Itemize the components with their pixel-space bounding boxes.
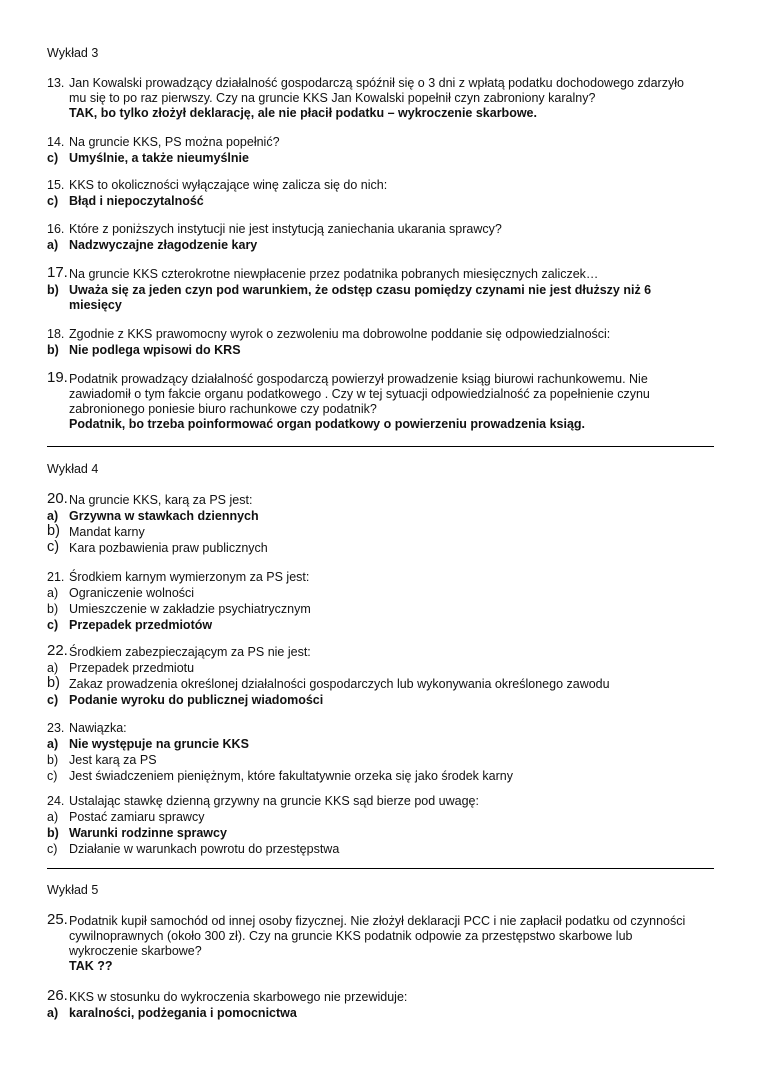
question-line: mu się to po raz pierwszy. Czy na gruncie KKS Jan Kowalski popełnił czyn zabroniony karalny? bbox=[69, 91, 596, 105]
question-line: KKS to okoliczności wyłączające winę zalicza się do nich: bbox=[69, 178, 388, 192]
answer-option bbox=[47, 283, 727, 298]
answer-option bbox=[47, 826, 727, 841]
question-22 bbox=[47, 642, 727, 708]
answer-letter: c) bbox=[47, 693, 59, 707]
question-21 bbox=[47, 570, 727, 633]
answer-letter: a) bbox=[47, 509, 59, 523]
question-19 bbox=[47, 369, 727, 432]
answer-letter: c) bbox=[47, 194, 59, 208]
answer-letter: b) bbox=[47, 602, 59, 616]
question-13 bbox=[47, 76, 727, 121]
answer-line: TAK ?? bbox=[69, 959, 113, 973]
section-heading: Wykład 3 bbox=[47, 46, 99, 60]
question-number: 26. bbox=[47, 987, 68, 1004]
answer-letter: a) bbox=[47, 586, 59, 600]
answer-letter: b) bbox=[47, 343, 59, 357]
answer-text: karalności, podżegania i pomocnictwa bbox=[69, 1006, 297, 1020]
question-number: 21. bbox=[47, 570, 65, 584]
answer-text: Nie występuje na gruncie KKS bbox=[69, 737, 249, 751]
answer-letter: b) bbox=[47, 283, 59, 297]
answer-letter: b) bbox=[47, 675, 60, 691]
question-line: Środkiem karnym wymierzonym za PS jest: bbox=[69, 570, 310, 584]
question-16 bbox=[47, 222, 727, 253]
answer-letter: a) bbox=[47, 810, 59, 824]
question-number: 16. bbox=[47, 222, 65, 236]
answer-text: Jest świadczeniem pieniężnym, które fakultatywnie orzeka się jako środek karny bbox=[69, 769, 513, 783]
question-line: Na gruncie KKS, PS można popełnić? bbox=[69, 135, 280, 149]
answer-option bbox=[47, 238, 727, 253]
answer-text: Ograniczenie wolności bbox=[69, 586, 195, 600]
question-line: Na gruncie KKS czterokrotne niewpłacenie przez podatnika pobranych miesięcznych zaliczek… bbox=[69, 267, 599, 281]
question-26 bbox=[47, 987, 727, 1021]
answer-text: Przepadek przedmiotów bbox=[69, 618, 213, 632]
answer-text: Umyślnie, a także nieumyślnie bbox=[69, 151, 249, 165]
question-15 bbox=[47, 178, 727, 209]
question-number: 14. bbox=[47, 135, 65, 149]
answer-continuation: miesięcy bbox=[69, 298, 122, 312]
question-line: Środkiem zabezpieczającym za PS nie jest: bbox=[69, 645, 311, 659]
answer-letter: a) bbox=[47, 661, 59, 675]
answer-option bbox=[47, 1006, 727, 1021]
answer-text: Kara pozbawienia praw publicznych bbox=[69, 541, 268, 555]
question-line: Podatnik prowadzący działalność gospodarczą powierzył prowadzenie ksiąg biurowi rachunkowemu. Nie bbox=[69, 372, 648, 386]
question-line: zabronionego poniesie biuro rachunkowe czy podatnik? bbox=[69, 402, 377, 416]
answer-option bbox=[47, 541, 727, 556]
question-line: Które z poniższych instytucji nie jest instytucją zaniechania ukarania sprawcy? bbox=[69, 222, 502, 236]
answer-letter: a) bbox=[47, 238, 59, 252]
answer-option bbox=[47, 586, 727, 601]
answer-letter: c) bbox=[47, 539, 60, 555]
answer-letter: b) bbox=[47, 826, 59, 840]
section-heading: Wykład 5 bbox=[47, 883, 99, 897]
question-number: 19. bbox=[47, 369, 68, 386]
answer-option bbox=[47, 509, 727, 524]
answer-text: Mandat karny bbox=[69, 525, 145, 539]
question-line: cywilnoprawnych (około 300 zł). Czy na gruncie KKS podatnik odpowie za przestępstwo skarbowe lub bbox=[69, 929, 633, 943]
question-line: wykroczenie skarbowe? bbox=[69, 944, 202, 958]
answer-text: Nie podlega wpisowi do KRS bbox=[69, 343, 241, 357]
answer-text: Działanie w warunkach powrotu do przestępstwa bbox=[69, 842, 340, 856]
answer-option bbox=[47, 737, 727, 752]
answer-line: Podatnik, bo trzeba poinformować organ podatkowy o powierzeniu prowadzenia ksiąg. bbox=[69, 417, 586, 431]
question-number: 22. bbox=[47, 642, 68, 659]
question-17 bbox=[47, 264, 727, 313]
answer-option bbox=[47, 661, 727, 676]
answer-option bbox=[47, 151, 727, 166]
answer-option bbox=[47, 753, 727, 768]
question-number: 17. bbox=[47, 264, 68, 281]
answer-option bbox=[47, 693, 727, 708]
answer-letter: c) bbox=[47, 151, 59, 165]
section-divider bbox=[47, 868, 714, 869]
answer-text: Postać zamiaru sprawcy bbox=[69, 810, 205, 824]
answer-option bbox=[47, 525, 727, 540]
section-heading: Wykład 4 bbox=[47, 462, 99, 476]
question-line: Jan Kowalski prowadzący działalność gospodarczą spóźnił się o 3 dni z wpłatą podatku dochodowego zdarzyło bbox=[69, 76, 684, 90]
question-line: Ustalając stawkę dzienną grzywny na gruncie KKS sąd bierze pod uwagę: bbox=[69, 794, 479, 808]
answer-option bbox=[47, 769, 727, 784]
answer-letter: c) bbox=[47, 769, 58, 783]
answer-letter: b) bbox=[47, 523, 60, 539]
answer-line: TAK, bo tylko złożył deklarację, ale nie płacił podatku – wykroczenie skarbowe. bbox=[69, 106, 537, 120]
question-line: zawiadomił o tym fakcie organu podatkowego . Czy w tej sytuacji odpowiedzialność za popełnienie czynu bbox=[69, 387, 650, 401]
question-number: 25. bbox=[47, 911, 68, 928]
answer-option bbox=[47, 810, 727, 825]
question-24 bbox=[47, 794, 727, 857]
answer-text: Przepadek przedmiotu bbox=[69, 661, 195, 675]
question-23 bbox=[47, 721, 727, 784]
answer-letter: a) bbox=[47, 1006, 59, 1020]
answer-option bbox=[47, 842, 727, 857]
question-number: 24. bbox=[47, 794, 65, 808]
answer-text: Grzywna w stawkach dziennych bbox=[69, 509, 259, 523]
question-number: 23. bbox=[47, 721, 65, 735]
answer-text: Jest karą za PS bbox=[69, 753, 157, 767]
answer-text: Nadzwyczajne złagodzenie kary bbox=[69, 238, 258, 252]
section-divider bbox=[47, 446, 714, 447]
question-number: 13. bbox=[47, 76, 65, 90]
question-line: Nawiązka: bbox=[69, 721, 127, 735]
question-25 bbox=[47, 911, 727, 974]
answer-option bbox=[47, 194, 727, 209]
question-number: 18. bbox=[47, 327, 65, 341]
answer-text: Podanie wyroku do publicznej wiadomości bbox=[69, 693, 324, 707]
question-line: KKS w stosunku do wykroczenia skarbowego nie przewiduje: bbox=[69, 990, 408, 1004]
question-line: Na gruncie KKS, karą za PS jest: bbox=[69, 493, 253, 507]
answer-option bbox=[47, 602, 727, 617]
question-line: Zgodnie z KKS prawomocny wyrok o zezwoleniu ma dobrowolne poddanie się odpowiedzialności: bbox=[69, 327, 611, 341]
question-14 bbox=[47, 135, 727, 166]
answer-letter: b) bbox=[47, 753, 59, 767]
answer-option bbox=[47, 677, 727, 692]
answer-text: Warunki rodzinne sprawcy bbox=[69, 826, 227, 840]
answer-text: Błąd i niepoczytalność bbox=[69, 194, 204, 208]
answer-text: Zakaz prowadzenia określonej działalności gospodarczych lub wykonywania określonego zawodu bbox=[69, 677, 610, 691]
question-20 bbox=[47, 490, 727, 556]
answer-letter: a) bbox=[47, 737, 59, 751]
answer-text: Uważa się za jeden czyn pod warunkiem, że odstęp czasu pomiędzy czynami nie jest dłuższy niż 6 bbox=[69, 283, 652, 297]
question-18 bbox=[47, 327, 727, 358]
answer-letter: c) bbox=[47, 618, 59, 632]
answer-letter: c) bbox=[47, 842, 58, 856]
answer-text: Umieszczenie w zakładzie psychiatrycznym bbox=[69, 602, 311, 616]
question-number: 15. bbox=[47, 178, 65, 192]
answer-option bbox=[47, 618, 727, 633]
question-line: Podatnik kupił samochód od innej osoby fizycznej. Nie złożył deklaracji PCC i nie zapłacił podatku od czynności bbox=[69, 914, 686, 928]
question-number: 20. bbox=[47, 490, 68, 507]
answer-option bbox=[47, 343, 727, 358]
